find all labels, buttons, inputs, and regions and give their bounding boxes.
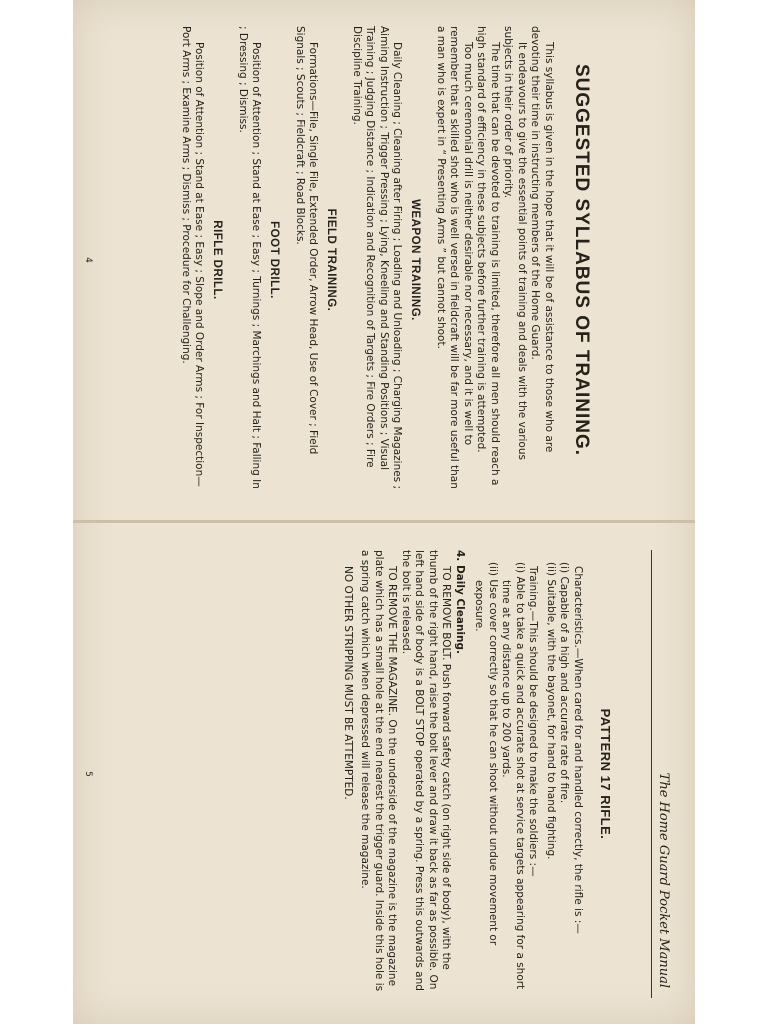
weapon-training-heading: WEAPON TRAINING. [409, 199, 422, 321]
training-item-1: (i) Able to take a quick and accurate shot at service targets appearing for a short time at any distance up to 200 yards. [500, 562, 526, 990]
running-head: The Home Guard Pocket Manual [651, 550, 671, 998]
intro-paragraph-2: It endeavours to give the essential points of training and deals with the various subjects in their order of priority. [502, 26, 528, 460]
pattern-17-title: PATTERN 17 RIFLE. [598, 708, 613, 840]
rifle-drill-text: Position of Attention ; Stand at Ease ; Easy ; Slope and Order Arms ; For Inspection—Port Arms ; Examine Arms ; Dismiss ; Procedure for Challenging. [180, 26, 206, 487]
page-4-content [113, 26, 635, 494]
page-5 [73, 524, 695, 1024]
no-stripping-warning: NO OTHER STRIPPING MUST BE ATTEMPTED. [342, 566, 354, 800]
characteristic-item-1: (i) Capable of a high and accurate rate of fire. [558, 562, 571, 804]
remove-bolt-text: TO REMOVE BOLT. Push forward safety catch (on right side of body), with the thumb of the right hand, raise the bolt lever and draw it back as far as possible. On left hand side of body is a BOLT STOP operated by a spring. Press this outwards and the bolt is released. [400, 550, 453, 991]
page-number-5: 5 [83, 771, 93, 777]
page-5-content [113, 550, 687, 998]
characteristics-text: Characteristics.—When cared for and handled correctly, the rifle is :— [572, 566, 584, 934]
foot-drill-text: Position of Attention ; Stand at Ease ; Easy ; Turnings ; Marchings and Halt ; Falling In ; Dressing ; Dismiss. [237, 26, 263, 489]
field-training-text: Formations—File, Single File, Extended Order, Arrow Head, Use of Cover ; Field Signals ; Scouts ; Fieldcraft ; Road Blocks. [294, 26, 320, 455]
syllabus-title: SUGGESTED SYLLABUS OF TRAINING. [571, 63, 592, 457]
book-spread [73, 0, 695, 1024]
page-4 [73, 0, 695, 520]
characteristic-item-2: (ii) Suitable, with the bayonet, for hand to hand fighting. [545, 562, 557, 860]
remove-magazine-text: TO REMOVE THE MAGAZINE. On the underside of the magazine is the magazine plate which has a small hole at the end nearest the trigger guard. Inside this hole is a spring catch which when depressed will release the magazine. [359, 550, 399, 992]
field-training-heading: FIELD TRAINING. [325, 208, 338, 312]
training-item-2: (ii) Use cover correctly so that he can shoot without undue movement or exposure. [473, 562, 499, 946]
intro-paragraph-1: This syllabus is given in the hope that it will be of assistance to those who are devoting their time in instructing members of the Home Guard. [529, 26, 555, 453]
weapon-training-text: Daily Cleaning ; Cleaning after Firing ; Loading and Unloading ; Charging Magazines ; Aiming Instruction ; Trigger Pressing ; Lying, Kneeling and Standing Positions ; Visual Training ; Judging Distance ; Indication and Recognition of Targets ; Fire Orders ; Fire Discipline Training. [351, 26, 404, 490]
daily-cleaning-heading: 4. Daily Cleaning. [454, 550, 466, 655]
intro-paragraph-4: Too much ceremonial drill is neither desirable nor necessary, and it is well to remember that a skilled shot who is well versed in fieldcraft will be far more useful than a man who is expert in “ Presenting Arms ” but cannot shoot. [435, 26, 474, 489]
training-text: Training.—This should be designed to make the soldiers :— [527, 566, 540, 877]
rifle-drill-heading: RIFLE DRILL. [211, 220, 224, 300]
foot-drill-heading: FOOT DRILL. [268, 221, 281, 299]
page-number-4: 4 [83, 257, 93, 263]
page-fold [73, 520, 695, 523]
intro-paragraph-3: The time that can be devoted to training is limited, therefore all men should reach a high standard of efficiency in these subjects before further training is attempted. [475, 26, 501, 486]
